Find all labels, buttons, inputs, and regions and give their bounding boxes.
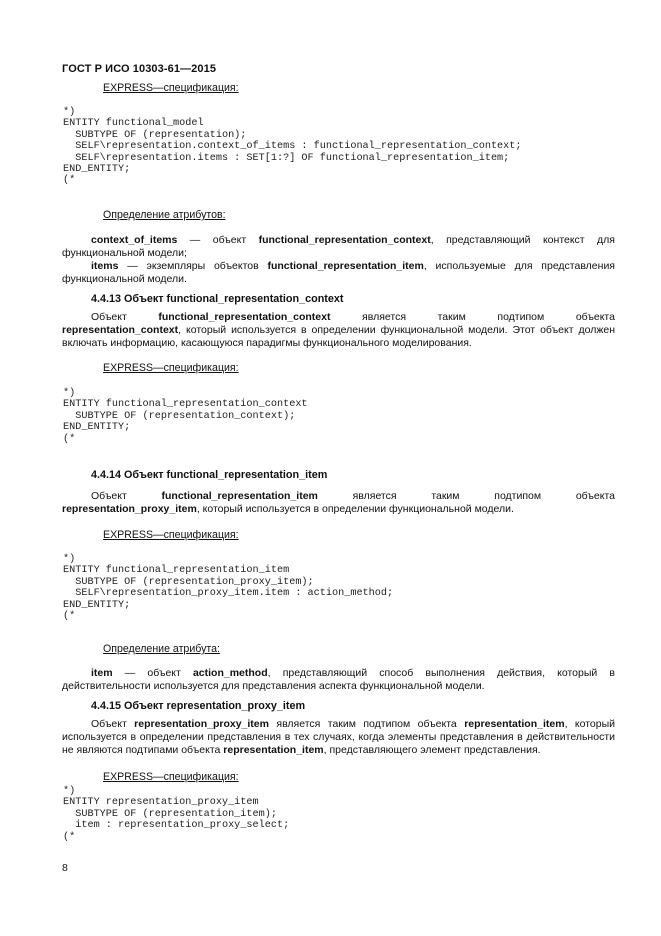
page-number: 8 [62, 862, 68, 874]
express-code-functional-representation-context: *) ENTITY functional_representation_context SUBTYPE OF (representation_context); END_ENTITY; (* [63, 388, 308, 445]
attribute-definition-label: Определение атрибута: [103, 643, 220, 655]
attr-ref: functional_representation_item [267, 260, 424, 272]
express-code-representation-proxy-item: *) ENTITY representation_proxy_item SUBTYPE OF (representation_item); item : representation_proxy_select; (* [63, 786, 290, 843]
attr-ref: action_method [192, 667, 268, 679]
express-spec-label: EXPRESS—спецификация: [103, 362, 239, 374]
express-code-functional-model: *) ENTITY functional_model SUBTYPE OF (representation); SELF\representation.context_of_items : functional_representation_context; SELF\representation.items : SET[1:?] OF functional_representation_item; END_ENTITY; (* [63, 107, 522, 187]
document-header: ГОСТ Р ИСО 10303-61—2015 [62, 63, 217, 75]
attr-name: item [91, 667, 113, 679]
express-code-functional-representation-item: *) ENTITY functional_representation_item SUBTYPE OF (representation_proxy_item); SELF\representation_proxy_item.item : action_method; END_ENTITY; (* [63, 554, 394, 623]
section-heading-4-4-13: 4.4.13 Объект functional_representation_context [91, 293, 344, 305]
express-spec-label: EXPRESS—спецификация: [103, 529, 239, 541]
attribute-item: item — объект action_method, представляющий способ выполнения действия, который в действительности используется для представления аспекта функциональной модели. [62, 667, 615, 692]
section-4-4-15-body: Объект representation_proxy_item является таким подтипом объекта representation_item, который используется в определении представления в тех случаях, когда элементы представления в действительности не являются подтипами объекта representation_item, представляющего элемент представления. [62, 718, 615, 756]
express-spec-label: EXPRESS—спецификация: [103, 771, 239, 783]
attribute-context-of-items: context_of_items — объект functional_representation_context, представляющий контекст для функциональной модели; [62, 234, 615, 259]
section-heading-4-4-15: 4.4.15 Объект representation_proxy_item [91, 700, 306, 712]
attribute-items: items — экземпляры объектов functional_representation_item, используемые для представления функциональной модели. [62, 260, 615, 285]
section-4-4-14-body: representation_proxy_item, который используется в определении функциональной модели. [62, 503, 514, 515]
express-spec-label: EXPRESS—спецификация: [103, 82, 239, 94]
section-4-4-13-body: representation_context, который используется в определении функциональной модели. Этот объект должен включать информацию, касающуюся парадигмы функционального моделирования. [62, 324, 615, 349]
attr-name: items [91, 260, 119, 272]
section-4-4-14-first-line: Объект functional_representation_item является таким подтипом объекта [91, 490, 615, 502]
attribute-definitions-label: Определение атрибутов: [103, 209, 226, 221]
attr-ref: functional_representation_context [258, 234, 431, 246]
section-heading-4-4-14: 4.4.14 Объект functional_representation_item [91, 469, 328, 481]
attr-name: context_of_items [91, 234, 178, 246]
section-4-4-13-first-line: Объект functional_representation_context является таким подтипом объекта [91, 311, 615, 323]
